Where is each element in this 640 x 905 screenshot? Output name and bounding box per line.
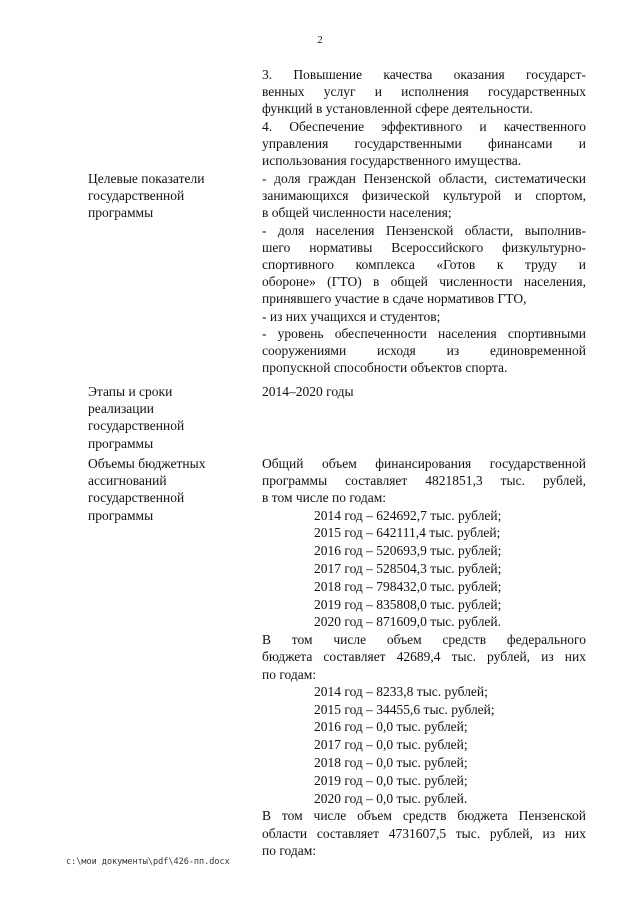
federal-years-list <box>262 683 586 808</box>
budget-total-line: в том числе по годам: <box>262 490 387 506</box>
tasks-block <box>262 66 586 169</box>
indicator-line: в общей численности населения; <box>262 205 452 221</box>
indicators-label <box>88 170 248 222</box>
year-amount-line: 2017 год – 0,0 тыс. рублей; <box>314 737 468 753</box>
budget-regional-line: по годам: <box>262 842 317 858</box>
year-amount-line: 2018 год – 798432,0 тыс. рублей; <box>314 578 502 594</box>
year-amount-line: 2020 год – 0,0 тыс. рублей. <box>314 790 468 806</box>
budget-federal-line: по годам: <box>262 666 317 682</box>
year-amount-line: 2015 год – 34455,6 тыс. рублей; <box>314 701 495 717</box>
indicator-line: шего нормативы Всероссийского физкультурно- <box>262 239 586 255</box>
budget-federal-line: В том числе объем средств федерального <box>262 632 586 648</box>
indicator-line: сооружениями исходя из единовременной <box>262 343 586 359</box>
stages-label-line: Этапы и сроки <box>88 384 173 399</box>
budget-label-line: программы <box>88 507 154 523</box>
budget-regional-line: области составляет 4731607,5 тыс. рублей, из них <box>262 825 586 841</box>
file-path-footer: c:\мои документы\pdf\426-пп.docx <box>66 857 230 867</box>
year-amount-line: 2016 год – 520693,9 тыс. рублей; <box>314 543 502 559</box>
year-amount-line: 2017 год – 528504,3 тыс. рублей; <box>314 561 502 576</box>
stages-value: 2014–2020 годы <box>262 384 354 399</box>
task-4-line-1: 4. Обеспечение эффективного и качественного <box>262 118 586 134</box>
task-3-line-2: венных услуг и исполнения государственных <box>262 84 586 100</box>
year-amount-line: 2014 год – 624692,7 тыс. рублей; <box>314 507 502 523</box>
year-amount-line: 2020 год – 871609,0 тыс. рублей. <box>314 614 502 630</box>
indicator-line: - уровень обеспеченности населения спортивными <box>262 325 586 341</box>
task-3-line-1: 3. Повышение качества оказания государст- <box>262 67 586 82</box>
budget-total-line: Общий объем финансирования государственной <box>262 456 586 471</box>
stages-label <box>88 383 248 452</box>
indicator-line: пропускной способности объектов спорта. <box>262 360 508 376</box>
indicator-line: спортивного комплекса «Готов к труду и <box>262 257 586 273</box>
task-3-line-3: функций в установленной сфере деятельности. <box>262 101 533 117</box>
indicators-label-line: Целевые показатели <box>88 171 205 186</box>
indicator-line: занимающихся физической культурой и спортом, <box>262 188 586 204</box>
stages-label-line: программы <box>88 435 154 451</box>
indicators-label-line: программы <box>88 205 154 221</box>
task-4-line-3: использования государственного имущества. <box>262 153 522 169</box>
total-years-list <box>262 507 586 632</box>
budget-block <box>262 455 586 859</box>
year-amount-line: 2019 год – 0,0 тыс. рублей; <box>314 772 468 788</box>
budget-label-line: Объемы бюджетных <box>88 456 206 471</box>
budget-regional-line: В том числе объем средств бюджета Пензенской <box>262 808 586 824</box>
indicators-label-line: государственной <box>88 188 185 204</box>
page-number: 2 <box>317 34 323 46</box>
year-amount-line: 2015 год – 642111,4 тыс. рублей; <box>314 525 501 541</box>
stages-label-line: реализации <box>88 401 154 417</box>
task-4-line-2: управления государственными финансами и <box>262 135 586 151</box>
budget-label-line: государственной <box>88 490 185 506</box>
indicator-line: - доля населения Пензенской области, выполнив- <box>262 222 586 238</box>
year-amount-line: 2014 год – 8233,8 тыс. рублей; <box>314 683 488 699</box>
budget-federal-line: бюджета составляет 42689,4 тыс. рублей, из них <box>262 649 586 665</box>
year-amount-line: 2016 год – 0,0 тыс. рублей; <box>314 719 468 735</box>
year-amount-line: 2019 год – 835808,0 тыс. рублей; <box>314 596 502 612</box>
indicator-line: принявшего участие в сдаче нормативов ГТО, <box>262 291 527 307</box>
indicator-line: - из них учащихся и студентов; <box>262 308 441 324</box>
budget-label-line: ассигнований <box>88 473 167 489</box>
indicators-list <box>262 170 586 376</box>
budget-label <box>88 455 248 524</box>
stages-label-line: государственной <box>88 418 185 434</box>
year-amount-line: 2018 год – 0,0 тыс. рублей; <box>314 754 468 770</box>
indicator-line: обороне» (ГТО) в общей численности населения, <box>262 274 586 290</box>
budget-total-line: программы составляет 4821851,3 тыс. рублей, <box>262 473 586 489</box>
indicator-line: - доля граждан Пензенской области, систематически <box>262 171 586 186</box>
